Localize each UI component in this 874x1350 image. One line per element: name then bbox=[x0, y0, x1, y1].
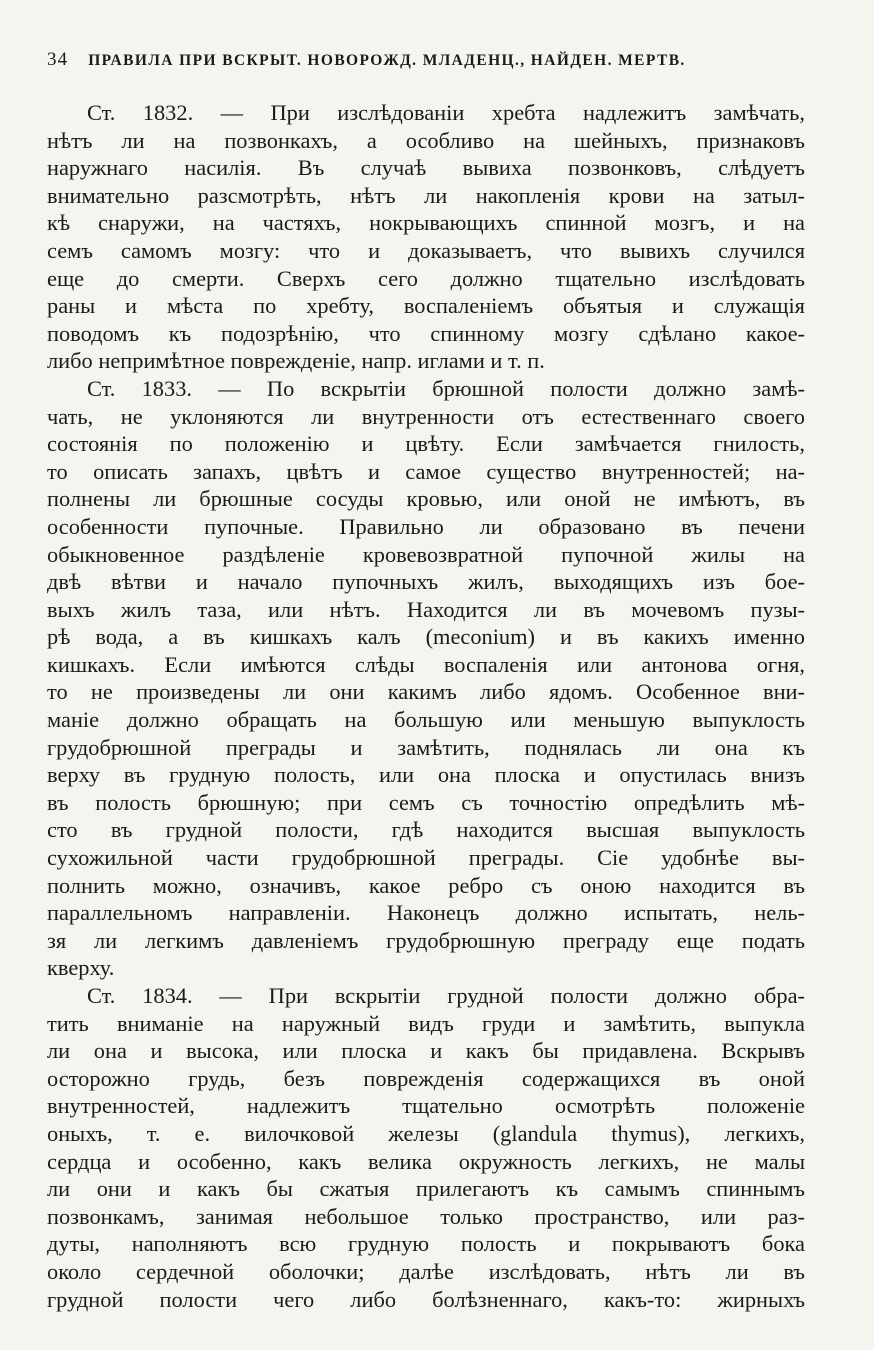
text-line: внимательно разсмотрѣть, нѣтъ ли накопленія крови на затыл- bbox=[47, 182, 805, 208]
text-line: кишкахъ. Если имѣются слѣды воспаленія или антонова огня, bbox=[47, 651, 805, 677]
article-1833 bbox=[47, 375, 805, 982]
text-line: особенности пупочные. Правильно ли образовано въ печени bbox=[47, 513, 805, 539]
text-line: выхъ жилъ таза, или нѣтъ. Находится ли въ мочевомъ пузы- bbox=[47, 596, 805, 622]
text-line: дуты, наполняютъ всю грудную полость и покрываютъ бока bbox=[47, 1231, 805, 1257]
text-line: рѣ вода, а въ кишкахъ калъ (meconium) и въ какихъ именно bbox=[47, 624, 805, 650]
text-line: параллельномъ направленіи. Наконецъ должно испытать, нель- bbox=[47, 900, 805, 926]
text-line: грудобрюшной преграды и замѣтить, поднялась ли она къ bbox=[47, 734, 805, 760]
text-line: позвонкамъ, занимая небольшое только пространство, или раз- bbox=[47, 1203, 805, 1229]
text-line: наружнаго насилія. Въ случаѣ вывиха позвонковъ, слѣдуетъ bbox=[47, 155, 805, 181]
text-line: полнить можно, означивъ, какое ребро съ оною находится въ bbox=[47, 872, 805, 898]
text-line: двѣ вѣтви и начало пупочныхъ жилъ, выходящихъ изъ бое- bbox=[47, 569, 805, 595]
text-line: тить вниманіе на наружный видъ груди и замѣтить, выпукла bbox=[47, 1010, 805, 1036]
text-line: Ст. 1833. — По вскрытіи брюшной полости должно замѣ- bbox=[87, 375, 805, 401]
text-line: обыкновенное раздѣленіе кровевозвратной пупочной жилы на bbox=[47, 541, 805, 567]
text-line: раны и мѣста по хребту, воспаленіемъ объятыя и служащія bbox=[47, 293, 805, 319]
text-line: либо непримѣтное поврежденіе, напр. иглами и т. п. bbox=[47, 348, 545, 374]
article-1832 bbox=[47, 99, 805, 375]
article-1834 bbox=[47, 982, 805, 1313]
text-line: ли они и какъ бы сжатыя прилегаютъ къ самымъ спиннымъ bbox=[47, 1176, 805, 1202]
text-line: чать, не уклоняются ли внутренности отъ естественнаго своего bbox=[47, 403, 805, 429]
text-line: Ст. 1832. — При изслѣдованіи хребта надлежитъ замѣчать, bbox=[87, 100, 805, 125]
text-line: верху въ грудную полость, или она плоска и опустилась внизъ bbox=[47, 762, 805, 788]
text-line: сухожильной части грудобрюшной преграды. Сіе удобнѣе вы- bbox=[47, 845, 805, 871]
text-line: осторожно грудь, безъ поврежденія содержащихся въ оной bbox=[47, 1065, 805, 1091]
text-line: зя ли легкимъ давленіемъ грудобрюшную преграду еще подать bbox=[47, 927, 805, 953]
text-line: маніе должно обращать на большую или меньшую выпуклость bbox=[47, 707, 805, 733]
running-title: ПРАВИЛА ПРИ ВСКРЫТ. НОВОРОЖД. МЛАДЕНЦ., НАЙДЕН. МЕРТВ. bbox=[88, 52, 686, 69]
text-line: сердца и особенно, какъ велика окружность легкихъ, не малы bbox=[47, 1148, 805, 1174]
text-line: состоянія по положенію и цвѣту. Если замѣчается гнилость, bbox=[47, 431, 805, 457]
text-line: грудной полости чего либо болѣзненнаго, какъ-то: жирныхъ bbox=[47, 1286, 805, 1312]
text-line: Ст. 1834. — При вскрытіи грудной полости должно обра- bbox=[87, 983, 805, 1008]
text-line: ли она и высока, или плоска и какъ бы придавлена. Вскрывъ bbox=[47, 1038, 805, 1064]
body-text bbox=[47, 99, 805, 1313]
running-header bbox=[47, 49, 827, 75]
text-line: сто въ грудной полости, гдѣ находится высшая выпуклость bbox=[47, 817, 805, 843]
text-line: кѣ снаружи, на частяхъ, нокрывающихъ спинной мозгъ, и на bbox=[47, 210, 805, 236]
text-line: внутренностей, надлежитъ тщательно осмотрѣть положеніе bbox=[47, 1093, 805, 1119]
text-line: кверху. bbox=[47, 955, 115, 981]
text-line: то не произведены ли они какимъ либо ядомъ. Особенное вни- bbox=[47, 679, 805, 705]
text-line: нѣтъ ли на позвонкахъ, а особливо на шейныхъ, признаковъ bbox=[47, 127, 805, 153]
text-line: семъ самомъ мозгу: что и доказываетъ, что вывихъ случился bbox=[47, 237, 805, 263]
text-line: еще до смерти. Сверхъ сего должно тщательно изслѣдовать bbox=[47, 265, 805, 291]
text-line: оныхъ, т. е. вилочковой железы (glandula thymus), легкихъ, bbox=[47, 1120, 805, 1146]
text-line: полнены ли брюшные сосуды кровью, или оной не имѣютъ, въ bbox=[47, 486, 805, 512]
text-line: въ полость брюшную; при семъ съ точностію опредѣлить мѣ- bbox=[47, 789, 805, 815]
text-line: то описать запахъ, цвѣтъ и самое существо внутренностей; на- bbox=[47, 458, 805, 484]
page-number: 34 bbox=[47, 49, 69, 70]
text-line: около сердечной оболочки; далѣе изслѣдовать, нѣтъ ли въ bbox=[47, 1258, 805, 1284]
text-line: поводомъ къ подозрѣнію, что спинному мозгу сдѣлано какое- bbox=[47, 320, 805, 346]
